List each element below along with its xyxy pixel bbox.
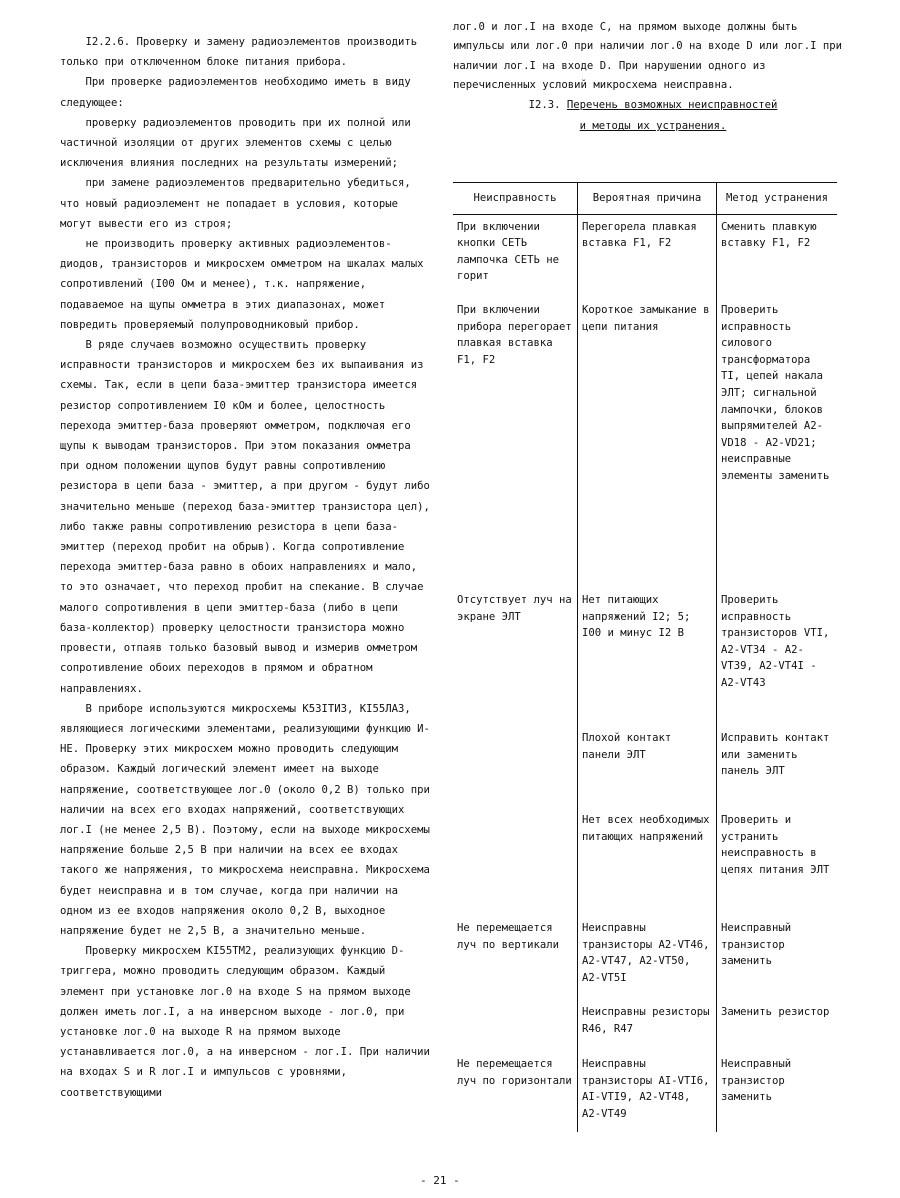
table-header-row xyxy=(453,183,837,215)
table-row xyxy=(453,1000,837,1052)
cell-method: Сменить плавкую вставку F1, F2 xyxy=(717,214,838,298)
paragraph: при замене радиоэлементов предварительно убедиться, что новый радиоэлемент не попадает в условия, которые могут вывести его из строя; xyxy=(60,177,411,230)
cell-method: Неисправный транзистор заменить xyxy=(717,916,838,1000)
cell-cause: Нет всех необходимых питающих напряжений xyxy=(578,808,717,916)
cell-fault: Не перемещается луч по горизонтали xyxy=(457,1058,572,1087)
paragraph: I2.2.6. Проверку и замену радиоэлементов производить только при отключенном блоке питания прибора. xyxy=(60,36,418,69)
cell-cause: Неисправны транзисторы A2-VT46, A2-VT47, A2-VT50, A2-VT5I xyxy=(578,916,717,1000)
cell-cause: Плохой контакт панели ЭЛТ xyxy=(578,726,717,808)
cell-method: Проверить исправность транзисторов VTI, A2-VT34 - A2-VT39, A2-VT4I - A2-VT43 xyxy=(717,588,838,726)
cell-fault: Не перемещается луч по вертикали xyxy=(457,922,560,951)
cell-fault: При включении прибора перегорает плавкая вставка F1, F2 xyxy=(457,304,572,366)
cell-cause: Нет питающих напряжений I2; 5; I00 и минус I2 В xyxy=(578,588,717,726)
right-text-column xyxy=(453,18,853,137)
table-row xyxy=(453,214,837,298)
cell-cause: Неисправны резисторы R46, R47 xyxy=(578,1000,717,1052)
faults-table xyxy=(453,182,837,1132)
cell-cause: Неисправны транзисторы AI-VTI6, AI-VTI9, A2-VT48, A2-VT49 xyxy=(578,1052,717,1132)
paragraph: В приборе используются микросхемы К53IТИ3, КI55ЛА3, являющиеся логическими элементами, реализующими функцию И-НЕ. Проверку этих микросхем можно проводить следующим образом. Каждый логический элемент имеет на выходе напряжение, соответствующее лог.0 (около 0,2 В) только при наличии на всех его входах напряжений, соответствующих лог.I (не менее 2,5 В). Поэтому, если на выходе микросхемы напряжение больше 2,5 В при наличии на всех ее входах такого же напряжения, то микросхема неисправна. Микросхема будет неисправна и в том случае, когда при наличии на одном из ее входов напряжения около 0,2 В, выходное напряжение будет не 2,5 В, а значительно меньше. xyxy=(60,702,430,937)
section-heading xyxy=(453,95,853,137)
table-row xyxy=(453,298,837,588)
cell-fault xyxy=(453,726,578,808)
left-text-column xyxy=(60,32,430,1103)
cell-method: Проверить и устранить неисправность в цепях питания ЭЛТ xyxy=(717,808,838,916)
section-title-line2: и методы их устранения. xyxy=(579,120,727,133)
table-row xyxy=(453,916,837,1000)
table-row xyxy=(453,1052,837,1132)
cell-method: Проверить исправность силового трансформатора TI, цепей накала ЭЛТ; сигнальной лампочки, блоков выпрямителей A2-VD18 - A2-VD21; неисправные элементы заменить xyxy=(717,298,838,588)
table-row xyxy=(453,808,837,916)
cell-method: Исправить контакт или заменить панель ЭЛТ xyxy=(717,726,838,808)
table-row xyxy=(453,726,837,808)
header-cause: Вероятная причина xyxy=(578,183,717,215)
header-method: Метод устранения xyxy=(717,183,838,215)
cell-fault: При включении кнопки СЕТЬ лампочка СЕТЬ не горит xyxy=(457,220,560,283)
cell-method: Неисправный транзистор заменить xyxy=(717,1052,838,1132)
paragraph-continuation: лог.0 и лог.I на входе C, на прямом выходе должны быть импульсы или лог.0 при наличии лог.0 на входе D или лог.I при наличии лог.I на входе D. При нарушении одного из перечисленных условий микросхема неисправна. xyxy=(453,21,843,91)
table-row xyxy=(453,588,837,726)
cell-fault: Отсутствует луч на экране ЭЛТ xyxy=(457,594,572,623)
cell-cause: Короткое замыкание в цепи питания xyxy=(578,298,717,588)
paragraph: В ряде случаев возможно осуществить проверку исправности транзисторов и микросхем без их выпаивания из схемы. Так, если в цепи база-эмиттер транзистора имеется резистор сопротивлением I0 кОм и более, целостность перехода эмиттер-база проверяют омметром, подключая его щупы к выводам транзисторов. При этом показания омметра при одном положении щупов будут равны сопротивлению резистора в цепи база - эмиттер, а при другом - будут либо значительно меньше (переход база-эмиттер транзистора цел), либо также равны сопротивлению резистора в цепи база-эмиттер (переход пробит на обрыв). Когда сопротивление перехода эмиттер-база равно в обоих направлениях и мало, то это означает, что переход пробит на спекание. В случае малого сопротивления в цепи эмиттер-база (либо в цепи база-коллектор) проверку целостности транзистора можно провести, отпаяв только базовый вывод и измерив омметром сопротивление обоих переходов в прямом и обратном направлениях. xyxy=(60,339,430,695)
paragraph: При проверке радиоэлементов необходимо иметь в виду следующее: xyxy=(60,76,411,109)
header-fault: Неисправность xyxy=(453,183,578,215)
cell-fault xyxy=(453,1000,578,1052)
cell-method: Заменить резистор xyxy=(717,1000,838,1052)
section-title-line1: Перечень возможных неисправностей xyxy=(566,99,778,112)
section-number: I2.3. xyxy=(528,99,561,112)
cell-fault xyxy=(453,808,578,916)
page-number: - 21 - xyxy=(420,1174,460,1187)
paragraph: не производить проверку активных радиоэлементов-диодов, транзисторов и микросхем омметром на шкалах малых сопротивлений (I00 Ом и менее), т.к. напряжение, подаваемое на щупы омметра в этих диапазонах, может повредить проверяемый полупроводниковый прибор. xyxy=(60,238,424,331)
paragraph: Проверку микросхем КI55ТМ2, реализующих функцию D- триггера, можно проводить следующим образом. Каждый элемент при установке лог.0 на входе S на прямом выходе должен иметь лог.I, а на инверсном выходе - лог.0, при установке лог.0 на выходе R на прямом выходе устанавливается лог.0, а на инверсном - лог.I. При наличии на входах S и R лог.I и импульсов с уровнями, соответствующими xyxy=(60,945,430,1099)
cell-cause: Перегорела плавкая вставка F1, F2 xyxy=(578,214,717,298)
paragraph: проверку радиоэлементов проводить при их полной или частичной изоляции от других элементов схемы с целью исключения влияния последних на результаты измерений; xyxy=(60,116,411,170)
